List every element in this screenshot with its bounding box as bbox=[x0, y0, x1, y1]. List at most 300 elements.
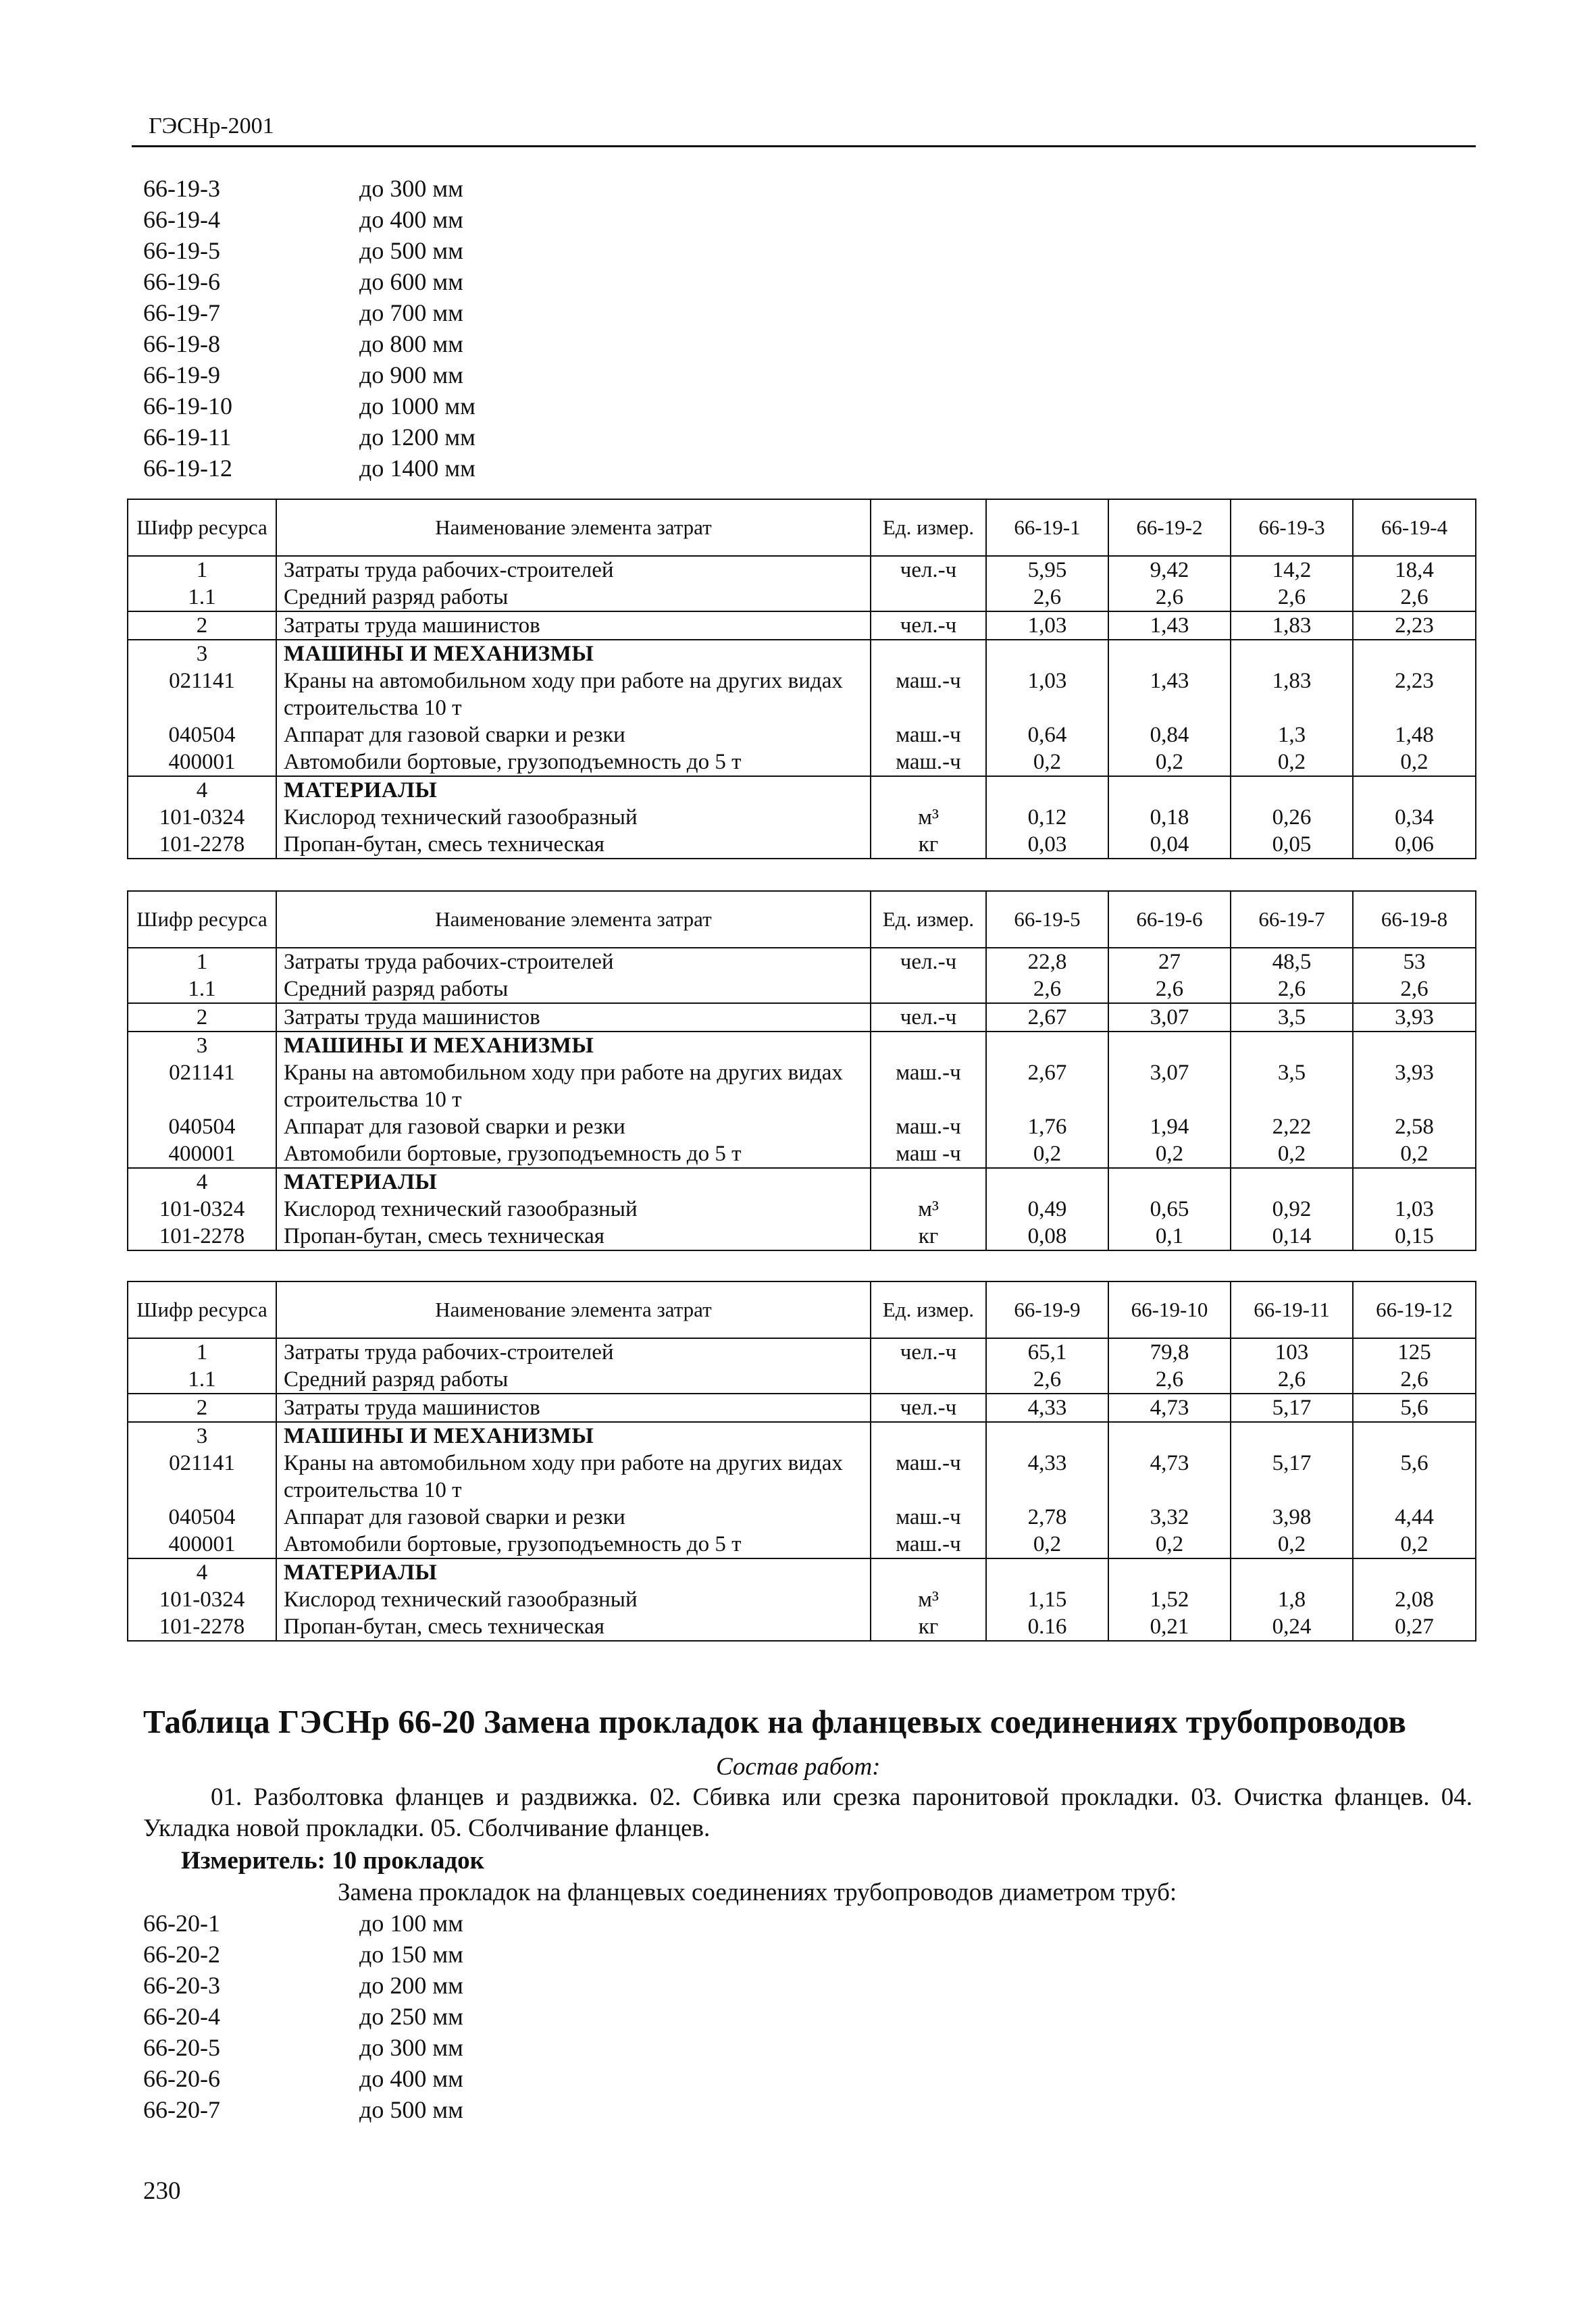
table-row bbox=[128, 1531, 1476, 1558]
unit-cell: м³ bbox=[871, 804, 986, 831]
norm-code: 66-19-9 bbox=[143, 361, 220, 388]
value-cell bbox=[1108, 1422, 1231, 1450]
value-cell: 0,92 bbox=[1231, 1196, 1353, 1223]
list-item bbox=[143, 453, 751, 484]
table-row bbox=[128, 748, 1476, 776]
value-cell: 1,52 bbox=[1108, 1586, 1231, 1613]
pipe-size: до 400 мм bbox=[359, 206, 463, 233]
unit-cell: чел.-ч bbox=[871, 556, 986, 584]
value-cell bbox=[1231, 1032, 1353, 1059]
pipe-size: до 200 мм bbox=[359, 1972, 463, 1999]
column-header-name: Наименование элемента затрат bbox=[276, 499, 871, 556]
cost-element-name: Автомобили бортовые, грузоподъемность до 5 т bbox=[276, 1140, 871, 1168]
column-header-norm: 66-19-8 bbox=[1353, 891, 1476, 948]
section-heading: МАШИНЫ И МЕХАНИЗМЫ bbox=[276, 1422, 871, 1450]
cost-element-name: Затраты труда рабочих-строителей bbox=[276, 556, 871, 584]
resource-table-3 bbox=[127, 1281, 1476, 1642]
unit-cell: маш.-ч bbox=[871, 748, 986, 776]
cost-element-name: Кислород технический газообразный bbox=[276, 1196, 871, 1223]
value-cell: 1,76 bbox=[986, 1113, 1108, 1140]
cost-element-name: Средний разряд работы bbox=[276, 975, 871, 1003]
value-cell: 0,2 bbox=[1231, 1140, 1353, 1168]
table-row bbox=[128, 1196, 1476, 1223]
value-cell: 9,42 bbox=[1108, 556, 1231, 584]
list-item bbox=[143, 297, 751, 328]
unit-cell bbox=[871, 975, 986, 1003]
norm-code: 66-19-10 bbox=[143, 392, 232, 420]
pipe-size: до 700 мм bbox=[359, 299, 463, 326]
value-cell: 2,58 bbox=[1353, 1113, 1476, 1140]
cost-element-name: Затраты труда рабочих-строителей bbox=[276, 948, 871, 975]
value-cell: 0,08 bbox=[986, 1223, 1108, 1250]
value-cell: 3,5 bbox=[1231, 1003, 1353, 1032]
table-row bbox=[128, 1558, 1476, 1586]
cost-element-name: Краны на автомобильном ходу при работе на других видах строительства 10 т bbox=[276, 1450, 871, 1504]
value-cell bbox=[986, 1422, 1108, 1450]
norm-code: 66-19-6 bbox=[143, 268, 220, 295]
resource-code: 2 bbox=[128, 1394, 276, 1422]
cost-element-name: Аппарат для газовой сварки и резки bbox=[276, 1504, 871, 1531]
work-composition-text: 01. Разболтовка фланцев и раздвижка. 02. Сбивка или срезка паронитовой прокладки. 03. Очистка фланцев. 04. Укладка новой прокладки. 05. Сболчивание фланцев. bbox=[143, 1783, 1472, 1842]
value-cell: 0,06 bbox=[1353, 831, 1476, 859]
page-number: 230 bbox=[143, 2177, 181, 2205]
value-cell: 2,6 bbox=[1108, 584, 1231, 611]
column-header-unit: Ед. измер. bbox=[871, 1281, 986, 1338]
unit-cell bbox=[871, 1168, 986, 1196]
resource-code: 400001 bbox=[128, 1140, 276, 1168]
pipe-size: до 1000 мм bbox=[359, 392, 475, 420]
unit-cell bbox=[871, 1032, 986, 1059]
value-cell: 0,2 bbox=[986, 1531, 1108, 1558]
unit-cell: маш.-ч bbox=[871, 1059, 986, 1113]
table-header-row bbox=[128, 1281, 1476, 1338]
table-row bbox=[128, 1168, 1476, 1196]
value-cell: 2,6 bbox=[1353, 584, 1476, 611]
resource-code: 101-0324 bbox=[128, 804, 276, 831]
value-cell: 0,24 bbox=[1231, 1613, 1353, 1641]
list-item bbox=[143, 2001, 751, 2032]
value-cell: 2,67 bbox=[986, 1003, 1108, 1032]
value-cell: 2,6 bbox=[1108, 1366, 1231, 1394]
column-header-norm: 66-19-10 bbox=[1108, 1281, 1231, 1338]
resource-code: 021141 bbox=[128, 1059, 276, 1113]
cost-element-name: Затраты труда машинистов bbox=[276, 1003, 871, 1032]
resource-code: 4 bbox=[128, 776, 276, 804]
norm-code: 66-19-8 bbox=[143, 330, 220, 357]
diameter-subtitle: Замена прокладок на фланцевых соединениях трубопроводов диаметром труб: bbox=[338, 1879, 1177, 1906]
unit-cell: маш.-ч bbox=[871, 1450, 986, 1504]
unit-cell: маш.-ч bbox=[871, 721, 986, 748]
value-cell: 5,17 bbox=[1231, 1394, 1353, 1422]
pipe-size: до 150 мм bbox=[359, 1941, 463, 1968]
value-cell: 27 bbox=[1108, 948, 1231, 975]
column-header-name: Наименование элемента затрат bbox=[276, 1281, 871, 1338]
column-header-norm: 66-19-1 bbox=[986, 499, 1108, 556]
unit-cell: кг bbox=[871, 831, 986, 859]
value-cell bbox=[1108, 1168, 1231, 1196]
norm-code: 66-20-5 bbox=[143, 2034, 220, 2061]
list-item bbox=[143, 2094, 751, 2125]
value-cell: 5,17 bbox=[1231, 1450, 1353, 1504]
value-cell: 4,73 bbox=[1108, 1450, 1231, 1504]
value-cell: 2,78 bbox=[986, 1504, 1108, 1531]
unit-cell bbox=[871, 640, 986, 667]
norm-code: 66-19-7 bbox=[143, 299, 220, 326]
section-heading: МАТЕРИАЛЫ bbox=[276, 1558, 871, 1586]
section-heading: МАШИНЫ И МЕХАНИЗМЫ bbox=[276, 640, 871, 667]
value-cell: 1,03 bbox=[1353, 1196, 1476, 1223]
list-item bbox=[143, 2032, 751, 2063]
value-cell: 0,03 bbox=[986, 831, 1108, 859]
unit-cell: маш.-ч bbox=[871, 1113, 986, 1140]
value-cell: 22,8 bbox=[986, 948, 1108, 975]
resource-code: 021141 bbox=[128, 667, 276, 721]
list-item bbox=[143, 390, 751, 422]
norm-code: 66-20-4 bbox=[143, 2003, 220, 2030]
value-cell: 2,6 bbox=[1231, 584, 1353, 611]
value-cell: 0,2 bbox=[1231, 748, 1353, 776]
value-cell: 2,23 bbox=[1353, 667, 1476, 721]
table-row bbox=[128, 1223, 1476, 1250]
pipe-size: до 500 мм bbox=[359, 237, 463, 264]
resource-code: 1.1 bbox=[128, 584, 276, 611]
cost-element-name: Затраты труда машинистов bbox=[276, 611, 871, 640]
norm-code: 66-19-4 bbox=[143, 206, 220, 233]
pipe-size: до 1400 мм bbox=[359, 455, 475, 482]
table-title: Таблица ГЭСНр 66-20 Замена прокладок на фланцевых соединениях трубопроводов bbox=[143, 1703, 1406, 1740]
value-cell: 1,83 bbox=[1231, 667, 1353, 721]
value-cell: 4,33 bbox=[986, 1450, 1108, 1504]
value-cell: 0,1 bbox=[1108, 1223, 1231, 1250]
value-cell bbox=[1353, 1168, 1476, 1196]
resource-code: 3 bbox=[128, 1032, 276, 1059]
value-cell bbox=[986, 776, 1108, 804]
value-cell bbox=[1231, 1168, 1353, 1196]
column-header-code: Шифр ресурса bbox=[128, 891, 276, 948]
value-cell: 4,73 bbox=[1108, 1394, 1231, 1422]
value-cell: 1,3 bbox=[1231, 721, 1353, 748]
value-cell: 0,04 bbox=[1108, 831, 1231, 859]
table-row bbox=[128, 611, 1476, 640]
pipe-size: до 500 мм bbox=[359, 2096, 463, 2123]
value-cell: 0,18 bbox=[1108, 804, 1231, 831]
value-cell bbox=[1353, 776, 1476, 804]
unit-cell: чел.-ч bbox=[871, 948, 986, 975]
resource-code: 2 bbox=[128, 611, 276, 640]
table-row bbox=[128, 948, 1476, 975]
value-cell: 18,4 bbox=[1353, 556, 1476, 584]
pipe-size: до 300 мм bbox=[359, 175, 463, 202]
unit-cell bbox=[871, 1422, 986, 1450]
value-cell: 0,34 bbox=[1353, 804, 1476, 831]
value-cell: 2,6 bbox=[1231, 1366, 1353, 1394]
resource-code: 1 bbox=[128, 556, 276, 584]
resource-code: 040504 bbox=[128, 1504, 276, 1531]
value-cell: 0,2 bbox=[986, 1140, 1108, 1168]
value-cell: 65,1 bbox=[986, 1338, 1108, 1366]
table-row bbox=[128, 975, 1476, 1003]
column-header-name: Наименование элемента затрат bbox=[276, 891, 871, 948]
resource-code: 1.1 bbox=[128, 975, 276, 1003]
value-cell: 0,49 bbox=[986, 1196, 1108, 1223]
unit-cell: кг bbox=[871, 1223, 986, 1250]
value-cell: 0,2 bbox=[1108, 748, 1231, 776]
table-row bbox=[128, 584, 1476, 611]
list-item bbox=[143, 173, 751, 204]
value-cell: 53 bbox=[1353, 948, 1476, 975]
unit-cell: кг bbox=[871, 1613, 986, 1641]
value-cell: 4,33 bbox=[986, 1394, 1108, 1422]
value-cell: 1,03 bbox=[986, 611, 1108, 640]
value-cell: 0,2 bbox=[986, 748, 1108, 776]
list-item bbox=[143, 422, 751, 453]
cost-element-name: Пропан-бутан, смесь техническая bbox=[276, 1613, 871, 1641]
cost-element-name: Кислород технический газообразный bbox=[276, 1586, 871, 1613]
unit-cell: м³ bbox=[871, 1586, 986, 1613]
list-item bbox=[143, 1939, 751, 1970]
resource-code: 021141 bbox=[128, 1450, 276, 1504]
table-row bbox=[128, 640, 1476, 667]
resource-code: 101-2278 bbox=[128, 831, 276, 859]
list-item bbox=[143, 1908, 751, 1939]
section-heading: МАШИНЫ И МЕХАНИЗМЫ bbox=[276, 1032, 871, 1059]
value-cell: 1,43 bbox=[1108, 611, 1231, 640]
unit-cell: чел.-ч bbox=[871, 1394, 986, 1422]
cost-element-name: Затраты труда машинистов bbox=[276, 1394, 871, 1422]
value-cell: 0,2 bbox=[1353, 1531, 1476, 1558]
value-cell: 5,95 bbox=[986, 556, 1108, 584]
resource-code: 040504 bbox=[128, 721, 276, 748]
column-header-unit: Ед. измер. bbox=[871, 499, 986, 556]
cost-element-name: Средний разряд работы bbox=[276, 584, 871, 611]
norm-code: 66-20-1 bbox=[143, 1910, 220, 1937]
resource-code: 1 bbox=[128, 948, 276, 975]
column-header-norm: 66-19-7 bbox=[1231, 891, 1353, 948]
work-composition-heading: Состав работ: bbox=[716, 1753, 881, 1781]
norm-code: 66-19-12 bbox=[143, 455, 232, 482]
value-cell: 1,03 bbox=[986, 667, 1108, 721]
value-cell: 1,15 bbox=[986, 1586, 1108, 1613]
running-header: ГЭСНр-2001 bbox=[149, 113, 274, 138]
table-row bbox=[128, 1338, 1476, 1366]
resource-code: 101-2278 bbox=[128, 1613, 276, 1641]
value-cell: 3,32 bbox=[1108, 1504, 1231, 1531]
column-header-unit: Ед. измер. bbox=[871, 891, 986, 948]
resource-table-2 bbox=[127, 890, 1476, 1251]
value-cell: 3,5 bbox=[1231, 1059, 1353, 1113]
column-header-norm: 66-19-12 bbox=[1353, 1281, 1476, 1338]
value-cell bbox=[986, 1032, 1108, 1059]
value-cell bbox=[1108, 640, 1231, 667]
value-cell: 5,6 bbox=[1353, 1450, 1476, 1504]
unit-cell: маш -ч bbox=[871, 1140, 986, 1168]
value-cell: 1,48 bbox=[1353, 721, 1476, 748]
norm-code-list-bottom bbox=[143, 1908, 751, 2125]
unit-cell: маш.-ч bbox=[871, 1531, 986, 1558]
table-header-row bbox=[128, 499, 1476, 556]
value-cell bbox=[986, 1168, 1108, 1196]
list-item bbox=[143, 328, 751, 359]
cost-element-name: Пропан-бутан, смесь техническая bbox=[276, 831, 871, 859]
table-row bbox=[128, 1504, 1476, 1531]
column-header-norm: 66-19-3 bbox=[1231, 499, 1353, 556]
column-header-norm: 66-19-11 bbox=[1231, 1281, 1353, 1338]
unit-cell: чел.-ч bbox=[871, 611, 986, 640]
pipe-size: до 300 мм bbox=[359, 2034, 463, 2061]
pipe-size: до 100 мм bbox=[359, 1910, 463, 1937]
value-cell: 0,84 bbox=[1108, 721, 1231, 748]
unit-cell: чел.-ч bbox=[871, 1003, 986, 1032]
value-cell: 0,26 bbox=[1231, 804, 1353, 831]
pipe-size: до 1200 мм bbox=[359, 424, 475, 451]
value-cell bbox=[986, 640, 1108, 667]
value-cell bbox=[1231, 640, 1353, 667]
cost-element-name: Затраты труда рабочих-строителей bbox=[276, 1338, 871, 1366]
measure-unit: Измеритель: 10 прокладок bbox=[181, 1847, 484, 1875]
value-cell: 2,6 bbox=[986, 584, 1108, 611]
list-item bbox=[143, 266, 751, 297]
value-cell: 2,6 bbox=[986, 1366, 1108, 1394]
value-cell: 0,15 bbox=[1353, 1223, 1476, 1250]
value-cell: 2,6 bbox=[1108, 975, 1231, 1003]
value-cell: 0,05 bbox=[1231, 831, 1353, 859]
section-heading: МАТЕРИАЛЫ bbox=[276, 776, 871, 804]
value-cell: 0,64 bbox=[986, 721, 1108, 748]
value-cell: 1,8 bbox=[1231, 1586, 1353, 1613]
value-cell: 3,07 bbox=[1108, 1003, 1231, 1032]
value-cell: 0,2 bbox=[1231, 1531, 1353, 1558]
value-cell bbox=[1353, 1032, 1476, 1059]
value-cell: 2,6 bbox=[1353, 1366, 1476, 1394]
unit-cell: маш.-ч bbox=[871, 667, 986, 721]
value-cell: 0,2 bbox=[1108, 1140, 1231, 1168]
cost-element-name: Аппарат для газовой сварки и резки bbox=[276, 721, 871, 748]
table-row bbox=[128, 667, 1476, 721]
resource-code: 101-0324 bbox=[128, 1586, 276, 1613]
norm-code: 66-19-3 bbox=[143, 175, 220, 202]
column-header-code: Шифр ресурса bbox=[128, 499, 276, 556]
value-cell: 0,2 bbox=[1353, 748, 1476, 776]
norm-code: 66-19-11 bbox=[143, 424, 232, 451]
value-cell: 3,93 bbox=[1353, 1003, 1476, 1032]
value-cell: 125 bbox=[1353, 1338, 1476, 1366]
table-row bbox=[128, 804, 1476, 831]
value-cell: 2,08 bbox=[1353, 1586, 1476, 1613]
table-row bbox=[128, 721, 1476, 748]
value-cell bbox=[1231, 1558, 1353, 1586]
header-rule bbox=[132, 145, 1476, 147]
value-cell: 0,65 bbox=[1108, 1196, 1231, 1223]
value-cell: 103 bbox=[1231, 1338, 1353, 1366]
table-row bbox=[128, 831, 1476, 859]
value-cell: 4,44 bbox=[1353, 1504, 1476, 1531]
table-row bbox=[128, 1586, 1476, 1613]
resource-code: 101-0324 bbox=[128, 1196, 276, 1223]
column-header-norm: 66-19-9 bbox=[986, 1281, 1108, 1338]
value-cell bbox=[1231, 1422, 1353, 1450]
resource-code: 4 bbox=[128, 1168, 276, 1196]
list-item bbox=[143, 359, 751, 390]
column-header-norm: 66-19-6 bbox=[1108, 891, 1231, 948]
norm-code: 66-20-2 bbox=[143, 1941, 220, 1968]
resource-code: 040504 bbox=[128, 1113, 276, 1140]
table-row bbox=[128, 1394, 1476, 1422]
cost-element-name: Автомобили бортовые, грузоподъемность до 5 т bbox=[276, 1531, 871, 1558]
value-cell: 2,67 bbox=[986, 1059, 1108, 1113]
resource-code: 400001 bbox=[128, 1531, 276, 1558]
cost-element-name: Аппарат для газовой сварки и резки bbox=[276, 1113, 871, 1140]
value-cell: 48,5 bbox=[1231, 948, 1353, 975]
resource-code: 1.1 bbox=[128, 1366, 276, 1394]
table-row bbox=[128, 1422, 1476, 1450]
column-header-norm: 66-19-2 bbox=[1108, 499, 1231, 556]
value-cell: 2,22 bbox=[1231, 1113, 1353, 1140]
cost-element-name: Кислород технический газообразный bbox=[276, 804, 871, 831]
cost-element-name: Краны на автомобильном ходу при работе на других видах строительства 10 т bbox=[276, 1059, 871, 1113]
value-cell: 2,6 bbox=[1231, 975, 1353, 1003]
pipe-size: до 400 мм bbox=[359, 2065, 463, 2092]
unit-cell: чел.-ч bbox=[871, 1338, 986, 1366]
section-heading: МАТЕРИАЛЫ bbox=[276, 1168, 871, 1196]
value-cell bbox=[1231, 776, 1353, 804]
value-cell: 5,6 bbox=[1353, 1394, 1476, 1422]
value-cell: 1,94 bbox=[1108, 1113, 1231, 1140]
table-row bbox=[128, 776, 1476, 804]
table-row bbox=[128, 1113, 1476, 1140]
table-row bbox=[128, 1450, 1476, 1504]
value-cell: 79,8 bbox=[1108, 1338, 1231, 1366]
resource-code: 101-2278 bbox=[128, 1223, 276, 1250]
table-row bbox=[128, 1366, 1476, 1394]
value-cell: 3,98 bbox=[1231, 1504, 1353, 1531]
value-cell bbox=[1353, 640, 1476, 667]
unit-cell: м³ bbox=[871, 1196, 986, 1223]
resource-code: 1 bbox=[128, 1338, 276, 1366]
value-cell: 0,2 bbox=[1353, 1140, 1476, 1168]
value-cell: 1,83 bbox=[1231, 611, 1353, 640]
unit-cell bbox=[871, 1366, 986, 1394]
list-item bbox=[143, 235, 751, 266]
column-header-norm: 66-19-4 bbox=[1353, 499, 1476, 556]
resource-code: 400001 bbox=[128, 748, 276, 776]
value-cell bbox=[986, 1558, 1108, 1586]
table-row bbox=[128, 556, 1476, 584]
cost-element-name: Краны на автомобильном ходу при работе на других видах строительства 10 т bbox=[276, 667, 871, 721]
list-item bbox=[143, 2063, 751, 2094]
value-cell: 0,14 bbox=[1231, 1223, 1353, 1250]
value-cell bbox=[1108, 776, 1231, 804]
norm-code: 66-20-3 bbox=[143, 1972, 220, 1999]
value-cell: 2,6 bbox=[986, 975, 1108, 1003]
unit-cell: маш.-ч bbox=[871, 1504, 986, 1531]
pipe-size: до 600 мм bbox=[359, 268, 463, 295]
table-row bbox=[128, 1032, 1476, 1059]
value-cell bbox=[1353, 1422, 1476, 1450]
pipe-size: до 250 мм bbox=[359, 2003, 463, 2030]
value-cell: 0,27 bbox=[1353, 1613, 1476, 1641]
resource-table-1 bbox=[127, 499, 1476, 859]
resource-code: 2 bbox=[128, 1003, 276, 1032]
cost-element-name: Автомобили бортовые, грузоподъемность до 5 т bbox=[276, 748, 871, 776]
value-cell: 0,2 bbox=[1108, 1531, 1231, 1558]
unit-cell bbox=[871, 1558, 986, 1586]
cost-element-name: Пропан-бутан, смесь техническая bbox=[276, 1223, 871, 1250]
value-cell: 2,6 bbox=[1353, 975, 1476, 1003]
table-row bbox=[128, 1003, 1476, 1032]
table-row bbox=[128, 1613, 1476, 1641]
unit-cell bbox=[871, 776, 986, 804]
value-cell: 14,2 bbox=[1231, 556, 1353, 584]
